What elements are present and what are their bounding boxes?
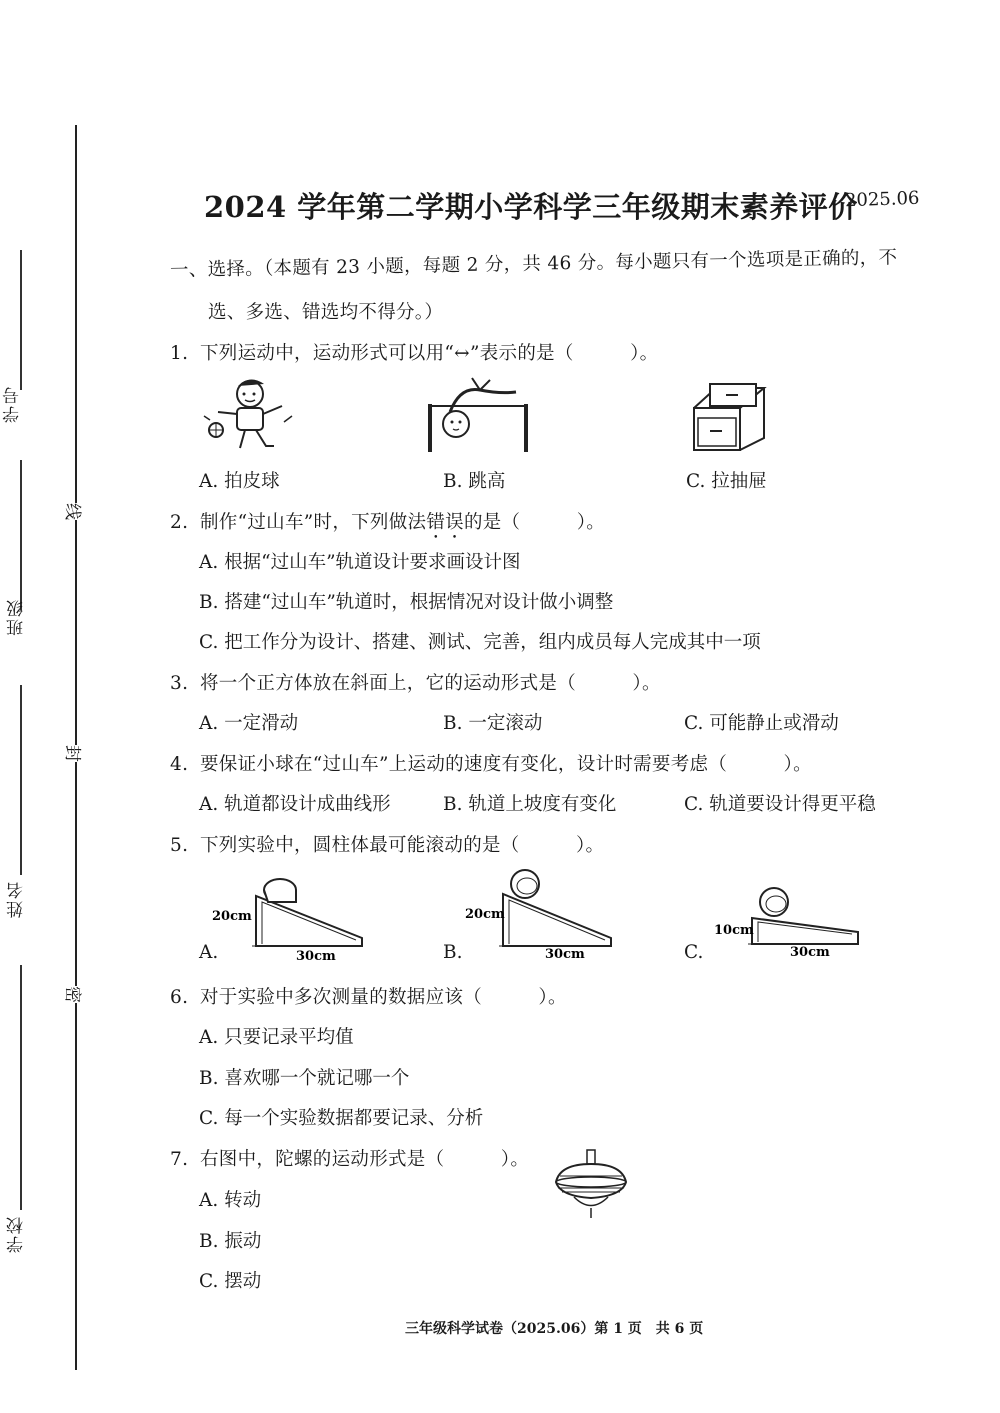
school-blank[interactable] xyxy=(20,965,22,1210)
q3-option-a[interactable]: A. 一定滑动 xyxy=(199,713,299,734)
seal-char-secret: 密 xyxy=(58,986,91,1003)
q6-option-c[interactable]: C. 每一个实验数据都要记录、分析 xyxy=(199,1108,484,1129)
name-field[interactable] xyxy=(4,685,44,885)
question-4 xyxy=(170,750,812,776)
q2-option-a[interactable]: A. 根据“过山车”轨道设计要求画设计图 xyxy=(199,552,521,573)
question-7 xyxy=(170,1145,529,1171)
question-3 xyxy=(170,669,661,695)
question-text: 右图中，陀螺的运动形式是（ ）。 xyxy=(200,1149,530,1170)
ramp-b-figure xyxy=(463,866,623,963)
question-number: 6. xyxy=(170,987,189,1008)
question-number: 1. xyxy=(170,343,189,364)
ramp-c-figure xyxy=(712,876,872,963)
student-id-field[interactable] xyxy=(4,250,44,450)
ramp-c-base-label: 30cm xyxy=(790,945,830,960)
q4-option-b[interactable]: B. 轨道上坡度有变化 xyxy=(443,794,617,815)
high-jump-figure xyxy=(420,372,535,454)
ramp-c-height-label: 10cm xyxy=(714,923,754,938)
school-label: 学校 xyxy=(7,1215,27,1253)
q6-option-a[interactable]: A. 只要记录平均值 xyxy=(199,1027,354,1048)
q7-option-c[interactable]: C. 摆动 xyxy=(199,1271,262,1292)
q5-option-b[interactable]: B. xyxy=(443,942,463,963)
section-heading-line1: 一、选择。（本题有 23 小题，每题 2 分，共 46 分。每小题只有一个选项是正确的，不 xyxy=(169,247,898,281)
question-text-before: 制作“过山车”时，下列做法 xyxy=(200,512,427,533)
q2-option-b[interactable]: B. 搭建“过山车”轨道时，根据情况对设计做小调整 xyxy=(199,592,614,613)
exam-date: 2025.06 xyxy=(844,187,920,212)
q1-option-b[interactable]: B. 跳高 xyxy=(443,471,506,492)
q4-option-c[interactable]: C. 轨道要设计得更平稳 xyxy=(684,794,876,815)
question-number: 3. xyxy=(170,673,189,694)
student-id-blank[interactable] xyxy=(20,250,22,390)
question-text: 要保证小球在“过山车”上运动的速度有变化，设计时需要考虑（ ）。 xyxy=(200,754,812,775)
question-5 xyxy=(170,831,604,857)
q6-option-b[interactable]: B. 喜欢哪一个就记哪一个 xyxy=(199,1068,410,1089)
ramp-a-height-label: 20cm xyxy=(212,909,252,924)
question-1 xyxy=(170,339,658,365)
question-number: 2. xyxy=(170,512,189,533)
ramp-a-base-label: 30cm xyxy=(296,949,336,963)
seal-char-line: 线 xyxy=(58,503,91,520)
section-heading-line2: 选、多选、错选均不得分。） xyxy=(208,302,444,323)
ramp-b-height-label: 20cm xyxy=(465,907,505,922)
q3-option-b[interactable]: B. 一定滚动 xyxy=(443,713,543,734)
q4-option-a[interactable]: A. 轨道都设计成曲线形 xyxy=(199,794,391,815)
question-text: 对于实验中多次测量的数据应该（ ）。 xyxy=(200,987,567,1008)
q7-option-a[interactable]: A. 转动 xyxy=(199,1190,262,1211)
student-id-label: 学号 xyxy=(3,385,23,423)
name-label: 姓名 xyxy=(7,880,27,918)
question-text: 下列实验中，圆柱体最可能滚动的是（ ）。 xyxy=(200,835,605,856)
question-2 xyxy=(170,508,605,543)
question-number: 7. xyxy=(170,1149,189,1170)
q5-option-a[interactable]: A. xyxy=(199,942,219,963)
name-blank[interactable] xyxy=(20,685,22,875)
q7-option-b[interactable]: B. 振动 xyxy=(199,1231,262,1252)
question-6 xyxy=(170,983,567,1009)
question-text-after: 的是（ ）。 xyxy=(463,512,606,533)
emphasized-word: 错误 xyxy=(426,512,464,533)
class-label: 班级 xyxy=(7,598,27,636)
question-number: 4. xyxy=(170,754,189,775)
ramp-a-figure xyxy=(212,868,372,963)
question-text: 下列运动中，运动形式可以用“↔”表示的是（ ）。 xyxy=(200,343,659,364)
school-field[interactable] xyxy=(4,965,44,1215)
class-blank[interactable] xyxy=(20,460,22,610)
question-number: 5. xyxy=(170,835,189,856)
q2-option-c[interactable]: C. 把工作分为设计、搭建、测试、完善，组内成员每人完成其中一项 xyxy=(199,632,761,653)
spinning-top-figure xyxy=(550,1148,632,1220)
q3-option-c[interactable]: C. 可能静止或滑动 xyxy=(684,713,839,734)
seal-char-seal: 封 xyxy=(58,745,91,762)
q1-option-c[interactable]: C. 拉抽屉 xyxy=(686,471,767,492)
ramp-b-base-label: 30cm xyxy=(545,947,585,962)
bouncing-ball-figure xyxy=(200,372,300,454)
drawer-cabinet-figure xyxy=(690,378,770,453)
question-text: 将一个正方体放在斜面上，它的运动形式是（ ）。 xyxy=(200,673,661,694)
q1-option-a[interactable]: A. 拍皮球 xyxy=(199,471,280,492)
page-footer: 三年级科学试卷（2025.06）第 1 页 共 6 页 xyxy=(405,1321,704,1337)
q5-option-c[interactable]: C. xyxy=(684,942,704,963)
page-title: 2024 学年第二学期小学科学三年级期末素养评价 xyxy=(204,190,858,224)
